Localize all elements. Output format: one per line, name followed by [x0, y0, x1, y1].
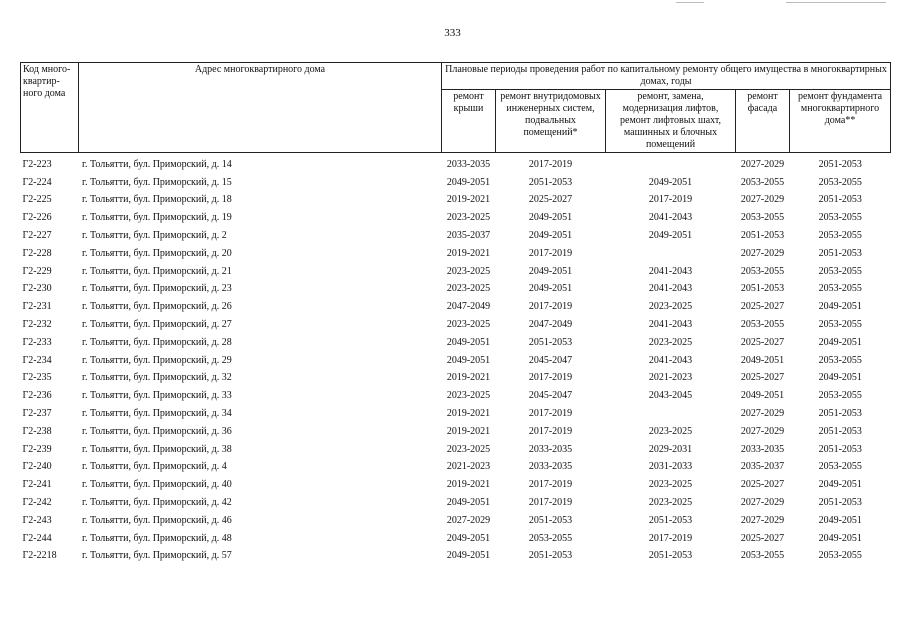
cell-systems: 2017-2019 — [496, 423, 606, 441]
cell-lifts: 2041-2043 — [606, 352, 736, 370]
table-row — [21, 153, 891, 174]
cell-facade: 2053-2055 — [736, 316, 790, 334]
cell-foundation: 2053-2055 — [790, 387, 891, 405]
cell-code: Г2-235 — [22, 372, 52, 384]
cell-address: г. Тольятти, бул. Приморский, д. 46 — [79, 512, 442, 530]
cell-facade: 2033-2035 — [736, 441, 790, 459]
cell-foundation: 2053-2055 — [790, 174, 891, 192]
cell-lifts — [606, 405, 736, 423]
cell-foundation: 2049-2051 — [790, 512, 891, 530]
cell-lifts: 2051-2053 — [606, 512, 736, 530]
cell-code: Г2-237 — [22, 408, 52, 420]
cell-foundation: 2051-2053 — [790, 423, 891, 441]
table-row — [21, 476, 891, 494]
cell-code: Г2-232 — [22, 319, 52, 331]
cell-code: Г2-229 — [22, 265, 52, 277]
cell-systems: 2025-2027 — [496, 192, 606, 210]
cell-roof: 2035-2037 — [442, 227, 496, 245]
cell-foundation: 2049-2051 — [790, 370, 891, 388]
header-periods: Плановые периоды проведения работ по капитальному ремонту общего имущества в многоквартирных домах, годы — [442, 63, 891, 90]
cell-lifts: 2031-2033 — [606, 459, 736, 477]
cell-roof: 2019-2021 — [442, 476, 496, 494]
cell-roof: 2023-2025 — [442, 263, 496, 281]
cell-roof: 2049-2051 — [442, 174, 496, 192]
cell-code: Г2-227 — [22, 230, 52, 242]
cell-systems: 2017-2019 — [496, 245, 606, 263]
cell-facade: 2025-2027 — [736, 334, 790, 352]
cell-systems: 2049-2051 — [496, 209, 606, 227]
table-row — [21, 245, 891, 263]
cell-foundation: 2053-2055 — [790, 209, 891, 227]
cell-lifts: 2029-2031 — [606, 441, 736, 459]
cell-systems: 2045-2047 — [496, 387, 606, 405]
cell-facade: 2027-2029 — [736, 192, 790, 210]
cell-foundation: 2049-2051 — [790, 476, 891, 494]
cell-code: Г2-230 — [22, 283, 52, 295]
cell-systems: 2049-2051 — [496, 281, 606, 299]
cell-foundation: 2053-2055 — [790, 548, 891, 566]
table-row — [21, 209, 891, 227]
cell-roof: 2023-2025 — [442, 209, 496, 227]
cell-foundation: 2051-2053 — [790, 405, 891, 423]
cell-address: г. Тольятти, бул. Приморский, д. 23 — [79, 281, 442, 299]
table-row — [21, 512, 891, 530]
page-number: 333 — [444, 27, 461, 39]
cell-lifts: 2041-2043 — [606, 209, 736, 227]
cell-foundation: 2053-2055 — [790, 316, 891, 334]
cell-facade: 2025-2027 — [736, 476, 790, 494]
cell-address: г. Тольятти, бул. Приморский, д. 27 — [79, 316, 442, 334]
cell-roof: 2049-2051 — [442, 494, 496, 512]
cell-code: Г2-240 — [22, 461, 52, 473]
cell-code: Г2-223 — [22, 158, 52, 170]
cell-roof: 2019-2021 — [442, 245, 496, 263]
cell-lifts: 2021-2023 — [606, 370, 736, 388]
cell-address: г. Тольятти, бул. Приморский, д. 42 — [79, 494, 442, 512]
cell-roof: 2033-2035 — [442, 153, 496, 174]
cell-roof: 2023-2025 — [442, 441, 496, 459]
cell-foundation: 2051-2053 — [790, 245, 891, 263]
cell-address: г. Тольятти, бул. Приморский, д. 34 — [79, 405, 442, 423]
scan-artifact — [676, 2, 704, 3]
table-row — [21, 441, 891, 459]
table-row — [21, 530, 891, 548]
scan-artifact — [786, 2, 886, 3]
cell-facade: 2027-2029 — [736, 153, 790, 174]
cell-address: г. Тольятти, бул. Приморский, д. 19 — [79, 209, 442, 227]
cell-facade: 2027-2029 — [736, 494, 790, 512]
cell-address: г. Тольятти, бул. Приморский, д. 40 — [79, 476, 442, 494]
cell-facade: 2025-2027 — [736, 298, 790, 316]
header-systems: ремонт внутридомовых инженерных систем, подвальных помещений* — [496, 90, 606, 153]
cell-systems: 2051-2053 — [496, 548, 606, 566]
cell-code: Г2-225 — [22, 194, 52, 206]
table-body — [21, 153, 891, 566]
cell-code: Г2-2218 — [22, 550, 57, 562]
cell-code: Г2-243 — [22, 514, 52, 526]
cell-roof: 2019-2021 — [442, 423, 496, 441]
cell-address: г. Тольятти, бул. Приморский, д. 57 — [79, 548, 442, 566]
cell-systems: 2017-2019 — [496, 370, 606, 388]
cell-code: Г2-234 — [22, 354, 52, 366]
table-row — [21, 494, 891, 512]
cell-systems: 2049-2051 — [496, 227, 606, 245]
cell-facade: 2049-2051 — [736, 352, 790, 370]
cell-code: Г2-228 — [22, 247, 52, 259]
cell-foundation: 2053-2055 — [790, 227, 891, 245]
cell-systems: 2017-2019 — [496, 494, 606, 512]
cell-address: г. Тольятти, бул. Приморский, д. 29 — [79, 352, 442, 370]
cell-lifts: 2041-2043 — [606, 316, 736, 334]
cell-roof: 2049-2051 — [442, 334, 496, 352]
cell-facade: 2053-2055 — [736, 209, 790, 227]
cell-foundation: 2051-2053 — [790, 153, 891, 174]
cell-code: Г2-244 — [22, 532, 52, 544]
cell-foundation: 2051-2053 — [790, 494, 891, 512]
cell-address: г. Тольятти, бул. Приморский, д. 33 — [79, 387, 442, 405]
cell-roof: 2019-2021 — [442, 370, 496, 388]
cell-address: г. Тольятти, бул. Приморский, д. 15 — [79, 174, 442, 192]
table-row — [21, 174, 891, 192]
cell-roof: 2047-2049 — [442, 298, 496, 316]
cell-code: Г2-241 — [22, 479, 52, 491]
cell-facade: 2053-2055 — [736, 263, 790, 281]
header-foundation: ремонт фундамента многоквартирного дома** — [790, 90, 891, 153]
header-code: Код много-квартир-ного дома — [21, 63, 79, 153]
table-row — [21, 370, 891, 388]
cell-address: г. Тольятти, бул. Приморский, д. 4 — [79, 459, 442, 477]
table-row — [21, 263, 891, 281]
header-roof: ремонт крыши — [442, 90, 496, 153]
header-address: Адрес многоквартирного дома — [79, 63, 442, 153]
cell-lifts: 2041-2043 — [606, 281, 736, 299]
cell-facade: 2035-2037 — [736, 459, 790, 477]
cell-address: г. Тольятти, бул. Приморский, д. 38 — [79, 441, 442, 459]
cell-address: г. Тольятти, бул. Приморский, д. 48 — [79, 530, 442, 548]
cell-code: Г2-238 — [22, 425, 52, 437]
cell-foundation: 2053-2055 — [790, 281, 891, 299]
cell-address: г. Тольятти, бул. Приморский, д. 26 — [79, 298, 442, 316]
cell-lifts: 2023-2025 — [606, 423, 736, 441]
table-row — [21, 298, 891, 316]
cell-code: Г2-233 — [22, 336, 52, 348]
cell-lifts — [606, 153, 736, 174]
cell-facade: 2027-2029 — [736, 423, 790, 441]
cell-systems: 2017-2019 — [496, 153, 606, 174]
cell-facade: 2025-2027 — [736, 370, 790, 388]
cell-address: г. Тольятти, бул. Приморский, д. 18 — [79, 192, 442, 210]
cell-lifts: 2043-2045 — [606, 387, 736, 405]
cell-facade: 2027-2029 — [736, 405, 790, 423]
cell-systems: 2051-2053 — [496, 512, 606, 530]
cell-foundation: 2051-2053 — [790, 441, 891, 459]
cell-facade: 2049-2051 — [736, 387, 790, 405]
cell-lifts: 2023-2025 — [606, 298, 736, 316]
cell-foundation: 2051-2053 — [790, 192, 891, 210]
cell-facade: 2051-2053 — [736, 281, 790, 299]
cell-address: г. Тольятти, бул. Приморский, д. 20 — [79, 245, 442, 263]
cell-lifts — [606, 245, 736, 263]
table-row — [21, 405, 891, 423]
cell-code: Г2-226 — [22, 212, 52, 224]
cell-lifts: 2023-2025 — [606, 334, 736, 352]
cell-facade: 2053-2055 — [736, 548, 790, 566]
cell-lifts: 2051-2053 — [606, 548, 736, 566]
cell-roof: 2027-2029 — [442, 512, 496, 530]
cell-lifts: 2023-2025 — [606, 494, 736, 512]
cell-systems: 2017-2019 — [496, 298, 606, 316]
cell-systems: 2051-2053 — [496, 174, 606, 192]
cell-systems: 2017-2019 — [496, 405, 606, 423]
cell-address: г. Тольятти, бул. Приморский, д. 32 — [79, 370, 442, 388]
cell-foundation: 2053-2055 — [790, 263, 891, 281]
cell-systems: 2033-2035 — [496, 459, 606, 477]
cell-systems: 2053-2055 — [496, 530, 606, 548]
cell-lifts: 2017-2019 — [606, 192, 736, 210]
cell-systems: 2049-2051 — [496, 263, 606, 281]
table-row — [21, 227, 891, 245]
cell-lifts: 2017-2019 — [606, 530, 736, 548]
cell-facade: 2027-2029 — [736, 512, 790, 530]
cell-address: г. Тольятти, бул. Приморский, д. 36 — [79, 423, 442, 441]
cell-lifts: 2023-2025 — [606, 476, 736, 494]
cell-foundation: 2049-2051 — [790, 334, 891, 352]
table-row — [21, 281, 891, 299]
cell-address: г. Тольятти, бул. Приморский, д. 14 — [79, 153, 442, 174]
cell-code: Г2-231 — [22, 301, 52, 313]
cell-address: г. Тольятти, бул. Приморский, д. 2 — [79, 227, 442, 245]
cell-roof: 2049-2051 — [442, 530, 496, 548]
cell-roof: 2049-2051 — [442, 352, 496, 370]
cell-foundation: 2053-2055 — [790, 352, 891, 370]
cell-facade: 2025-2027 — [736, 530, 790, 548]
cell-roof: 2023-2025 — [442, 316, 496, 334]
cell-systems: 2033-2035 — [496, 441, 606, 459]
header-facade: ремонт фасада — [736, 90, 790, 153]
table-row — [21, 387, 891, 405]
cell-lifts: 2049-2051 — [606, 227, 736, 245]
cell-facade: 2027-2029 — [736, 245, 790, 263]
cell-code: Г2-236 — [22, 390, 52, 402]
cell-roof: 2021-2023 — [442, 459, 496, 477]
table-row — [21, 548, 891, 566]
cell-roof: 2023-2025 — [442, 281, 496, 299]
cell-roof: 2023-2025 — [442, 387, 496, 405]
cell-address: г. Тольятти, бул. Приморский, д. 21 — [79, 263, 442, 281]
cell-roof: 2019-2021 — [442, 192, 496, 210]
cell-lifts: 2049-2051 — [606, 174, 736, 192]
table-row — [21, 352, 891, 370]
cell-systems: 2017-2019 — [496, 476, 606, 494]
cell-code: Г2-224 — [22, 176, 52, 188]
table-row — [21, 423, 891, 441]
cell-address: г. Тольятти, бул. Приморский, д. 28 — [79, 334, 442, 352]
cell-systems: 2047-2049 — [496, 316, 606, 334]
capital-repair-table — [20, 62, 891, 565]
cell-foundation: 2049-2051 — [790, 530, 891, 548]
cell-foundation: 2053-2055 — [790, 459, 891, 477]
cell-systems: 2051-2053 — [496, 334, 606, 352]
table-row — [21, 334, 891, 352]
table-row — [21, 192, 891, 210]
table-row — [21, 316, 891, 334]
cell-foundation: 2049-2051 — [790, 298, 891, 316]
cell-roof: 2019-2021 — [442, 405, 496, 423]
cell-roof: 2049-2051 — [442, 548, 496, 566]
cell-systems: 2045-2047 — [496, 352, 606, 370]
cell-facade: 2051-2053 — [736, 227, 790, 245]
cell-code: Г2-239 — [22, 443, 52, 455]
cell-code: Г2-242 — [22, 497, 52, 509]
table-row — [21, 459, 891, 477]
cell-lifts: 2041-2043 — [606, 263, 736, 281]
cell-facade: 2053-2055 — [736, 174, 790, 192]
header-lifts: ремонт, замена, модернизация лифтов, ремонт лифтовых шахт, машинных и блочных помещений — [606, 90, 736, 153]
